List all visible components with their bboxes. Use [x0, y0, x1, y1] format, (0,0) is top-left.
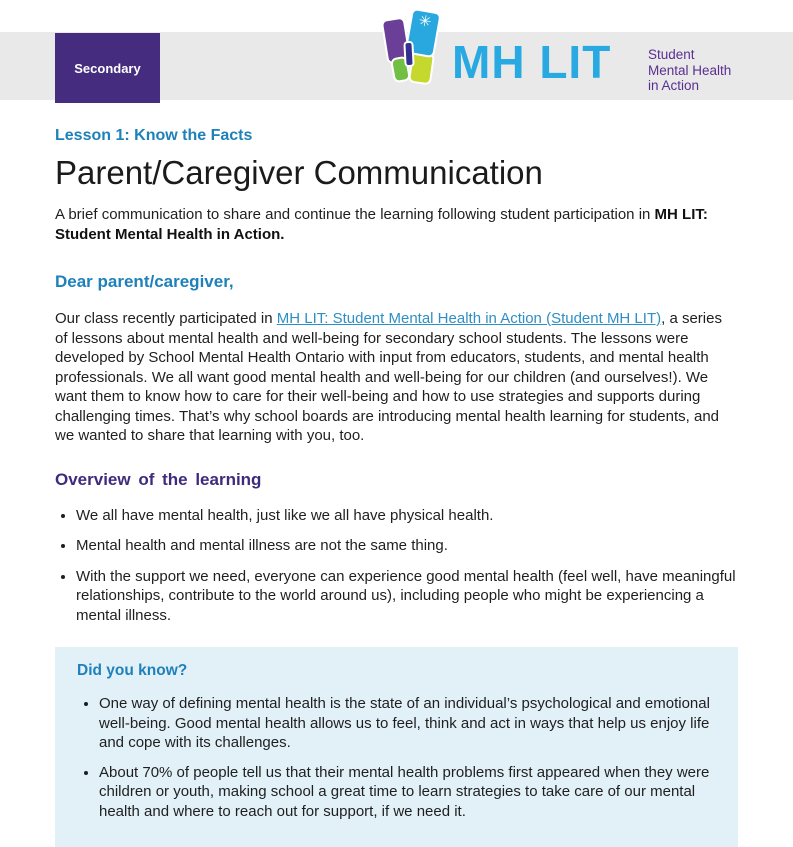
logo-tagline-line1: Student [648, 47, 695, 62]
did-you-know-heading: Did you know? [77, 662, 188, 679]
mhlit-logo [380, 8, 760, 98]
intro-paragraph [55, 205, 738, 244]
overview-bullet-list [55, 506, 738, 626]
list-item: • Mental health and mental illness are not the same thing. [76, 536, 738, 556]
main-paragraph [55, 309, 738, 446]
paragraph-text-after-link: , a series of lessons about mental health and well-being for secondary school students. The lessons were developed by School Mental Health Ontario with input from educators, students, and mental health professionals. We all want good mental health and well-being for our children (and ourselves!). We want them to know how to care for their well-being and how to use strategies and supports during challenging times. That’s why school boards are introducing mental health learning for students, and we wanted to share that learning with you, too. [55, 310, 722, 444]
secondary-badge-label: Secondary [74, 60, 141, 76]
intro-text: A brief communication to share and continue the learning following student participation in [55, 206, 655, 223]
logo-tagline-line3: in Action [648, 78, 700, 93]
lesson-label: Lesson 1: Know the Facts [55, 127, 253, 144]
did-you-know-bullet-list [77, 694, 716, 821]
mhlit-course-link[interactable]: MH LIT: Student Mental Health in Action (Student MH LIT) [276, 310, 662, 327]
logo-tagline [648, 47, 731, 94]
document-body [0, 127, 793, 625]
intro-bold-text: MH LIT: Student Mental Health in Action. [55, 206, 708, 243]
logo-wordmark: MH LIT [452, 36, 612, 88]
snowflake-icon: ✳ [417, 12, 433, 32]
overview-heading: Overview of the learning [55, 469, 262, 489]
paragraph-text-before-link: Our class recently participated in [55, 310, 277, 327]
page-title: Parent/Caregiver Communication [55, 154, 543, 191]
logo-tagline-line2: Mental Health [648, 62, 732, 78]
page-header [0, 0, 793, 100]
greeting-heading: Dear parent/caregiver, [55, 272, 234, 291]
list-item: • We all have mental health, just like we all have physical health. [76, 506, 738, 526]
list-item: • With the support we need, everyone can experience good mental health (feel well, have meaningful relationships, contribute to the world around us), including people who might be experiencing a mental illness. [76, 567, 738, 626]
list-item: • About 70% of people tell us that their mental health problems first appeared when they were children or youth, making school a great time to learn strategies to take care of our mental health and where to reach out for support, if we need it. [99, 763, 716, 822]
list-item: • One way of defining mental health is the state of an individual’s psychological and emotional well-being. Good mental health allows us to feel, think and act in ways that help us enjoy life and cope with its challenges. [99, 694, 716, 753]
secondary-badge [55, 33, 160, 103]
logo-center-bar [403, 41, 414, 67]
butterfly-logo-icon [383, 10, 443, 88]
did-you-know-box [55, 647, 738, 847]
